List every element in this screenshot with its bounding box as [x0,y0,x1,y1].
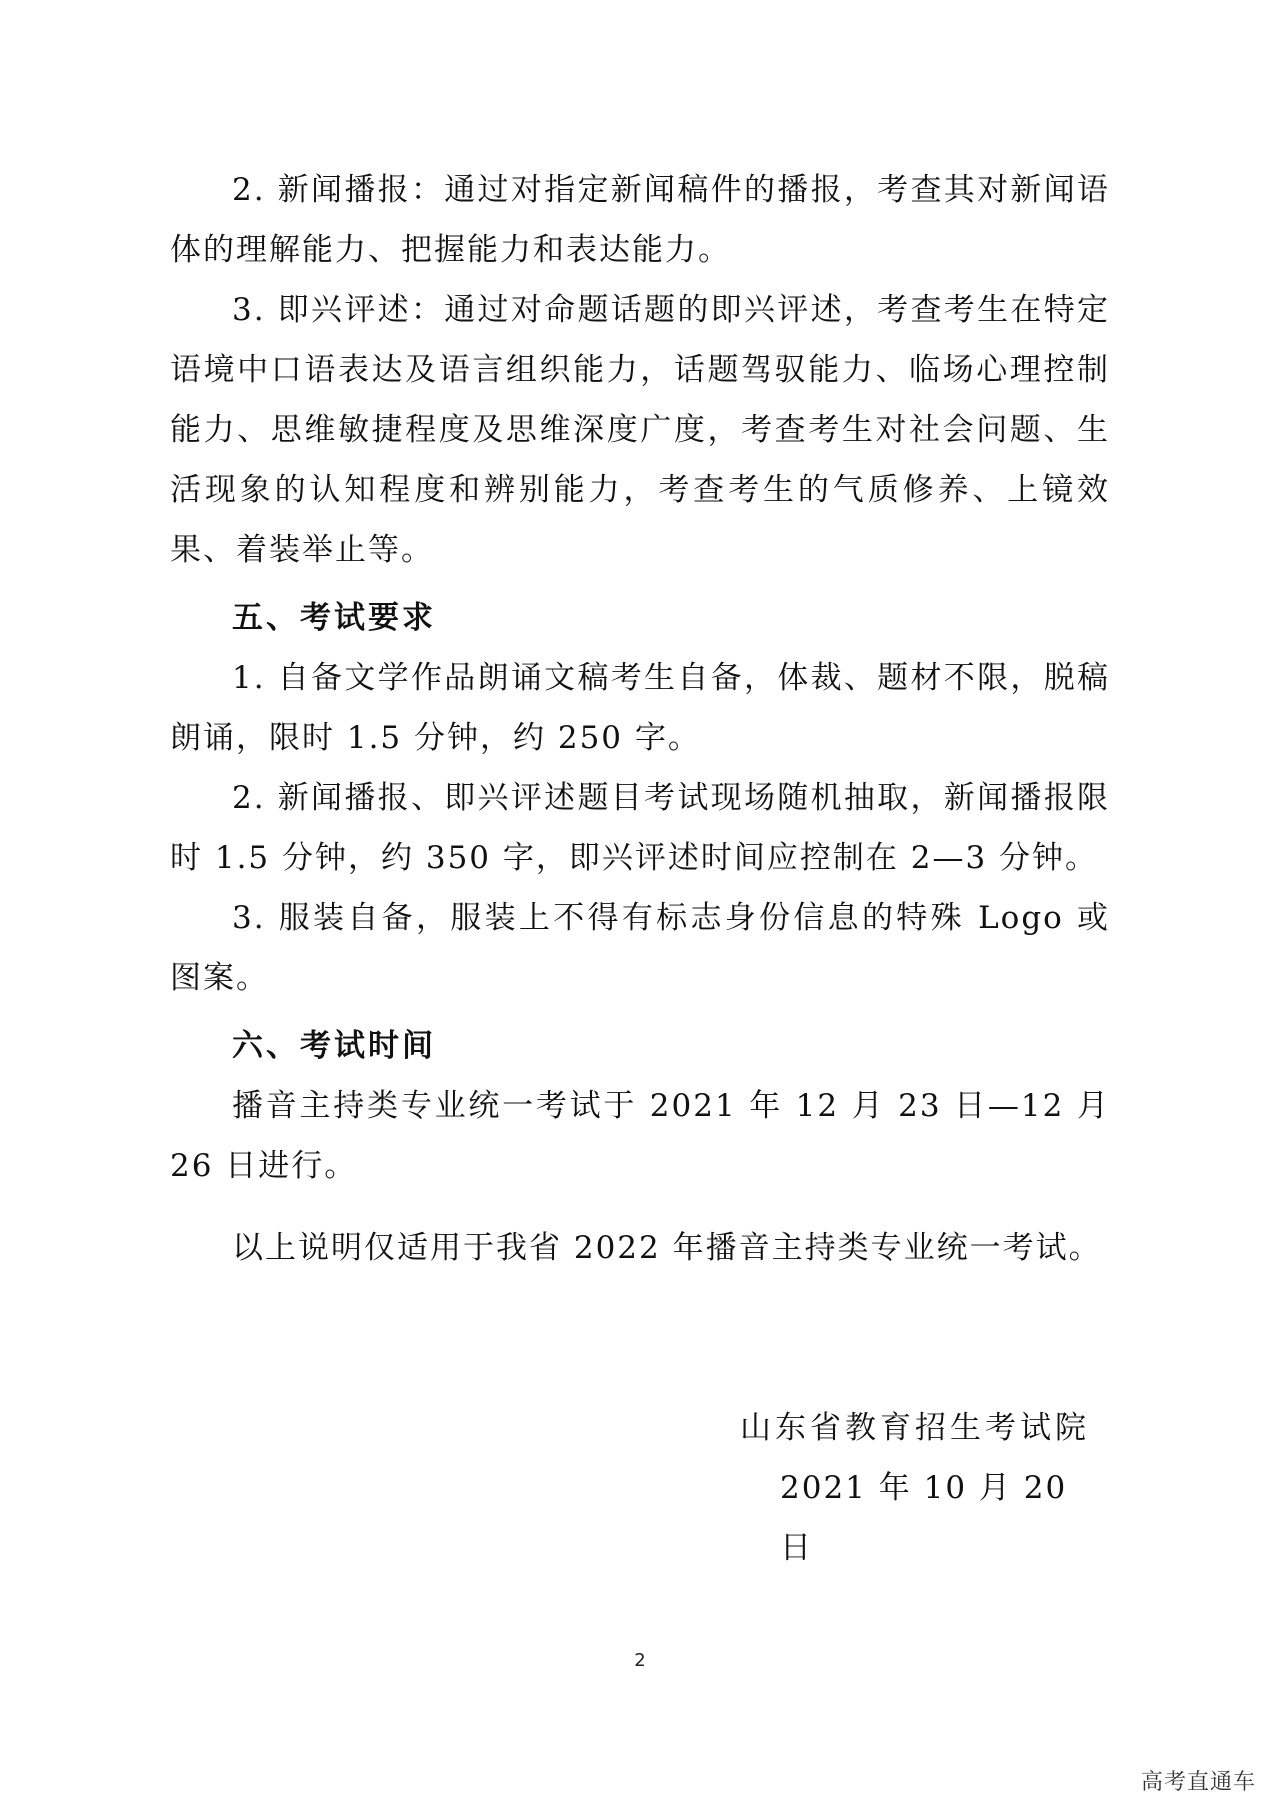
watermark-text: 高考直通车 [1140,1770,1256,1795]
signature-organization: 山东省教育招生考试院 [740,1410,1090,1446]
requirement-item-1: 1. 自备文学作品朗诵文稿考生自备，体裁、题材不限，脱稿朗诵，限时 1.5 分钟，约 250 字。 [170,660,1110,756]
closing-note: 以上说明仅适用于我省 2022 年播音主持类专业统一考试。 [232,1230,1102,1266]
signature-block [740,1398,1100,1578]
requirement-item-2: 2. 新闻播报、即兴评述题目考试现场随机抽取，新闻播报限时 1.5 分钟，约 350 字，即兴评述时间应控制在 2—3 分钟。 [170,780,1110,876]
page-number: 2 [634,1650,646,1671]
paragraph-impromptu-commentary: 3. 即兴评述：通过对命题话题的即兴评述，考查考生在特定语境中口语表达及语言组织能力，话题驾驭能力、临场心理控制能力、思维敏捷程度及思维深度广度，考查考生对社会问题、生活现象的认知程度和辨别能力，考查考生的气质修养、上镜效果、着装举止等。 [170,292,1110,568]
requirement-item-3: 3. 服装自备，服装上不得有标志身份信息的特殊 Logo 或图案。 [170,900,1110,996]
exam-time-item: 播音主持类专业统一考试于 2021 年 12 月 23 日—12 月 26 日进行。 [170,1088,1110,1184]
document-body [170,160,1110,1278]
signature-date: 2021 年 10 月 20 日 [780,1470,1068,1566]
section-heading-exam-time: 六、考试时间 [232,1028,436,1064]
paragraph-news-broadcast: 2. 新闻播报：通过对指定新闻稿件的播报，考查其对新闻语体的理解能力、把握能力和表达能力。 [170,172,1110,268]
section-heading-exam-requirements: 五、考试要求 [232,600,436,636]
